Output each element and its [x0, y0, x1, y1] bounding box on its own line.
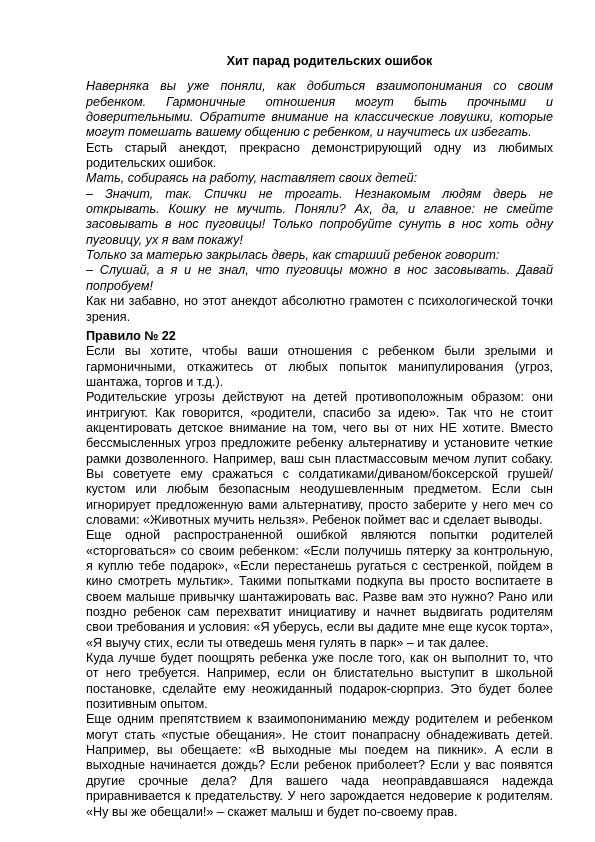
funny-paragraph: Как ни забавно, но этот анекдот абсолютно грамотен с психологической точки зрения. [86, 294, 553, 324]
threats-paragraph: Родительские угрозы действуют на детей противоположным образом: они интригуют. Как говорится, «родители, спасибо за идею». Так что не стоит акцентировать детское внимание на том, чего вы от них НЕ хотите. Вместо бессмысленных угроз предложите ребенку альтернативу и установите четкие рамки дозволенного. Например, ваш сын пластмассовым мечом лупит собаку. Вы советуете ему сражаться с солдатиками/диваном/боксерской грушей/кустом или любым безопасным неодушевленным предметом. Если сын игнорирует предложенную вами альтернативу, просто заберите у него меч со словами: «Животных мучить нельзя». Ребенок поймет вас и сделает выводы. [86, 390, 553, 527]
anecdote-lead-paragraph: Есть старый анекдот, прекрасно демонстрирующий одну из любимых родительских ошибок. [86, 140, 553, 171]
bargaining-paragraph: Еще одной распространенной ошибкой являются попытки родителей «сторговаться» со своим ребенком: «Если получишь пятерку за контрольную, я куплю тебе подарок», «Если перестанешь ругаться с сестренкой, пойдем в кино смотреть мультик». Такими попытками подкупа вы просто воспитаете в своем малыше привычку шантажировать вас. Разве вам это нужно? Рано или поздно ребенок сам перехватит инициативу и начнет выдвигать родителям свои требования и условия: «Я уберусь, если вы дадите мне еще кусок торта», «Я выучу стих, если ты отведешь меня гулять в парк» – и так далее. [86, 528, 553, 650]
page-title: Хит парад родительских ошибок [226, 54, 433, 68]
door-closed-paragraph: Только за матерью закрылась дверь, как старший ребенок говорит: [86, 248, 500, 263]
rule-text-paragraph: Если вы хотите, чтобы ваши отношения с ребенком были зрелыми и гармоничными, откажитесь от любых попыток манипулирования (угроз, шантажа, торгов и т.д.). [86, 344, 553, 389]
mother-speech-paragraph: – Значит, так. Спички не трогать. Незнакомым людям дверь не открывать. Кошку не мучить. Поняли? Ах, да, и главное: не смейте засовывать в нос пуговицы! Только попробуйте сунуть в нос хоть одну пуговицу, ух я вам покажу! [86, 186, 553, 247]
mother-leaving-paragraph: Мать, собираясь на работу, наставляет своих детей: [86, 171, 418, 186]
promises-paragraph: Еще одним препятствием к взаимопониманию между родителем и ребенком могут стать «пустые обещания». Не стоит понапрасну обнадеживать детей. Например, вы обещаете: «В выходные мы поедем на пикник». А если в выходные начинается дождь? Если ребенок приболеет? Если у вас появятся другие срочные дела? Для вашего чада неоправдавшаяся надежда приравнивается к предательству. У него зарождается недоверие к родителям. «Ну вы же обещали!» – скажет малыш и будет по-своему прав. [86, 712, 553, 819]
document-page [86, 54, 553, 820]
child-speech-paragraph: – Слушай, а я и не знал, что пуговицы можно в нос засовывать. Давай попробуем! [86, 263, 553, 293]
rule-heading: Правило № 22 [86, 328, 176, 343]
reward-paragraph: Куда лучше будет поощрять ребенка уже после того, как он выполнит то, что от него требуется. Например, если он блистательно выступит в школьной постановке, сделайте ему неожиданный подарок-сюрприз. Это будет более позитивным опытом. [86, 651, 553, 712]
intro-paragraph: Наверняка вы уже поняли, как добиться взаимопонимания со своим ребенком. Гармоничные отношения могут быть прочными и доверительными. Обратите внимание на классические ловушки, которые могут помешать вашему общению с ребенком, и научитесь их избегать. [86, 79, 553, 140]
